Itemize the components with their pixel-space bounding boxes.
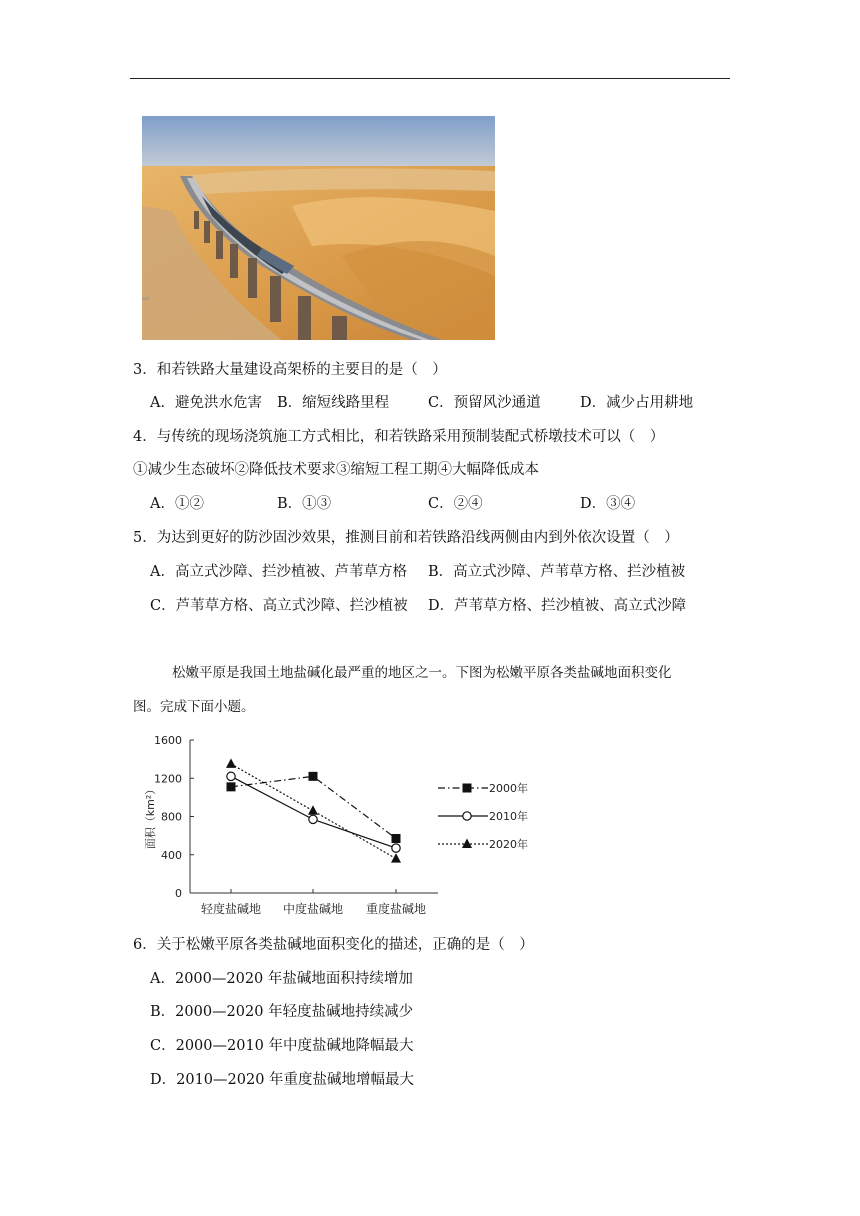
- data-point-1: [309, 815, 317, 823]
- saline-land-area-chart: [140, 730, 560, 925]
- y-tick-label: 1600: [154, 734, 182, 747]
- q3-option-c[interactable]: C．预留风沙通道: [428, 395, 541, 411]
- q5-option-b[interactable]: B．高立式沙障、芦苇草方格、拦沙植被: [428, 564, 686, 580]
- q4-option-b[interactable]: B．①③: [277, 496, 332, 512]
- data-point-0: [392, 834, 401, 843]
- q6-option-d[interactable]: D．2010—2020 年重度盐碱地增幅最大: [150, 1072, 415, 1088]
- data-point-2: [391, 853, 401, 863]
- y-tick-label: 0: [175, 887, 182, 900]
- legend-label-0: 2000年: [489, 782, 528, 795]
- q6-option-c[interactable]: C．2000—2010 年中度盐碱地降幅最大: [150, 1038, 414, 1054]
- x-tick-label: 轻度盐碱地: [200, 902, 262, 916]
- q3-option-a[interactable]: A．避免洪水危害: [150, 395, 262, 411]
- y-tick-label: 400: [161, 848, 182, 862]
- legend-label-2: 2020年: [489, 838, 528, 851]
- q4-option-c[interactable]: C．②④: [428, 496, 483, 512]
- y-tick-label: 1200: [154, 772, 182, 786]
- question-3-stem: 3．和若铁路大量建设高架桥的主要目的是（ ）: [133, 362, 447, 378]
- data-point-1: [227, 772, 235, 780]
- q5-option-c[interactable]: C．芦苇草方格、高立式沙障、拦沙植被: [150, 598, 408, 614]
- x-tick-label: 重度盐碱地: [365, 902, 427, 916]
- q5-option-d[interactable]: D．芦苇草方格、拦沙植被、高立式沙障: [428, 598, 687, 614]
- q4-option-a[interactable]: A．①②: [150, 496, 204, 512]
- x-tick-label: 中度盐碱地: [282, 902, 344, 916]
- legend-marker-2: [462, 839, 472, 849]
- legend-marker-1: [463, 812, 471, 820]
- question-5-stem: 5．为达到更好的防沙固沙效果，推测目前和若铁路沿线两侧由内到外依次设置（ ）: [133, 530, 679, 546]
- question-4-items: ①减少生态破坏②降低技术要求③缩短工程工期④大幅降低成本: [133, 462, 539, 478]
- q6-option-a[interactable]: A．2000—2020 年盐碱地面积持续增加: [150, 971, 413, 987]
- data-point-1: [392, 844, 400, 852]
- q3-option-b[interactable]: B．缩短线路里程: [277, 395, 390, 411]
- svg-text:ast: ast: [142, 296, 150, 302]
- q4-option-d[interactable]: D．③④: [580, 496, 636, 512]
- q6-option-b[interactable]: B．2000—2020 年轻度盐碱地持续减少: [150, 1004, 414, 1020]
- data-point-0: [309, 772, 318, 781]
- intro-line-1: 松嫩平原是我国土地盐碱化最严重的地区之一。下图为松嫩平原各类盐碱地面积变化: [172, 665, 672, 681]
- header-rule: [130, 78, 730, 79]
- data-point-2: [308, 805, 318, 815]
- legend-label-1: 2010年: [489, 810, 528, 823]
- intro-line-2: 图。完成下面小题。: [133, 699, 255, 715]
- data-point-2: [226, 758, 236, 768]
- y-tick-label: 800: [161, 810, 182, 824]
- question-6-stem: 6．关于松嫩平原各类盐碱地面积变化的描述，正确的是（ ）: [133, 937, 534, 953]
- q5-option-a[interactable]: A．高立式沙障、拦沙植被、芦苇草方格: [150, 564, 407, 580]
- railway-desert-photo: [142, 116, 495, 340]
- y-axis-label: 面积（km²）: [144, 783, 157, 850]
- q3-option-d[interactable]: D．减少占用耕地: [580, 395, 694, 411]
- question-4-stem: 4．与传统的现场浇筑施工方式相比，和若铁路采用预制装配式桥墩技术可以（ ）: [133, 429, 665, 445]
- data-point-0: [227, 782, 236, 791]
- legend-marker-0: [463, 784, 472, 793]
